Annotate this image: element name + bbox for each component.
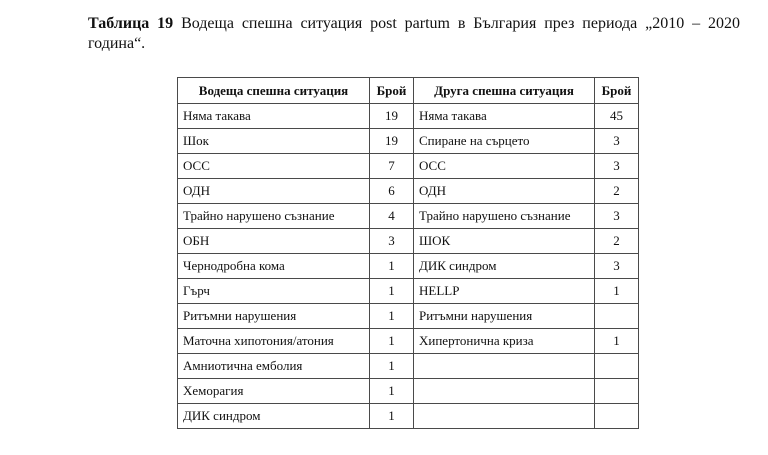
- leading-situation-cell: Ритъмни нарушения: [178, 304, 370, 329]
- header-count: Брой: [595, 78, 639, 104]
- table-row: [178, 129, 639, 154]
- table-row: [178, 404, 639, 429]
- caption-label: Таблица 19: [88, 15, 174, 32]
- leading-situation-cell: ОДН: [178, 179, 370, 204]
- other-count-cell: [595, 354, 639, 379]
- leading-count-cell: 3: [370, 229, 414, 254]
- header-other-situation: Друга спешна ситуация: [414, 78, 595, 104]
- header-count: Брой: [370, 78, 414, 104]
- leading-count-cell: 1: [370, 354, 414, 379]
- table-row: [178, 204, 639, 229]
- table-row: [178, 379, 639, 404]
- other-situation-cell: HELLP: [414, 279, 595, 304]
- leading-count-cell: 1: [370, 329, 414, 354]
- other-count-cell: 3: [595, 129, 639, 154]
- table-header-row: [178, 78, 639, 104]
- emergency-table: [177, 77, 639, 429]
- other-situation-cell: ШОК: [414, 229, 595, 254]
- other-count-cell: 1: [595, 329, 639, 354]
- other-count-cell: 3: [595, 154, 639, 179]
- leading-situation-cell: Маточна хипотония/атония: [178, 329, 370, 354]
- leading-count-cell: 1: [370, 379, 414, 404]
- other-count-cell: [595, 379, 639, 404]
- leading-count-cell: 19: [370, 129, 414, 154]
- table-row: [178, 229, 639, 254]
- other-situation-cell: Спиране на сърцето: [414, 129, 595, 154]
- leading-count-cell: 4: [370, 204, 414, 229]
- leading-count-cell: 1: [370, 304, 414, 329]
- leading-situation-cell: ОБН: [178, 229, 370, 254]
- table-row: [178, 154, 639, 179]
- other-count-cell: [595, 304, 639, 329]
- leading-count-cell: 7: [370, 154, 414, 179]
- other-situation-cell: Трайно нарушено съзнание: [414, 204, 595, 229]
- leading-count-cell: 6: [370, 179, 414, 204]
- leading-situation-cell: Хеморагия: [178, 379, 370, 404]
- table-row: [178, 354, 639, 379]
- leading-situation-cell: Гърч: [178, 279, 370, 304]
- leading-situation-cell: Няма такава: [178, 104, 370, 129]
- other-situation-cell: ДИК синдром: [414, 254, 595, 279]
- caption-text: Водеща спешна ситуация post partum в България през периода „2010 – 2020 година“.: [88, 15, 741, 52]
- table-row: [178, 304, 639, 329]
- other-count-cell: [595, 404, 639, 429]
- other-situation-cell: Няма такава: [414, 104, 595, 129]
- header-leading-situation: Водеща спешна ситуация: [178, 78, 370, 104]
- other-count-cell: 2: [595, 229, 639, 254]
- other-situation-cell: [414, 379, 595, 404]
- other-count-cell: 45: [595, 104, 639, 129]
- other-situation-cell: ОСС: [414, 154, 595, 179]
- leading-situation-cell: ДИК синдром: [178, 404, 370, 429]
- leading-situation-cell: Трайно нарушено съзнание: [178, 204, 370, 229]
- other-count-cell: 2: [595, 179, 639, 204]
- leading-situation-cell: Амниотична емболия: [178, 354, 370, 379]
- table-row: [178, 254, 639, 279]
- table-row: [178, 279, 639, 304]
- table-row: [178, 104, 639, 129]
- leading-situation-cell: ОСС: [178, 154, 370, 179]
- other-situation-cell: [414, 354, 595, 379]
- table-caption: [88, 14, 740, 54]
- leading-count-cell: 1: [370, 254, 414, 279]
- table-row: [178, 329, 639, 354]
- other-situation-cell: Хипертонична криза: [414, 329, 595, 354]
- leading-situation-cell: Чернодробна кома: [178, 254, 370, 279]
- leading-count-cell: 19: [370, 104, 414, 129]
- other-count-cell: 3: [595, 204, 639, 229]
- other-situation-cell: ОДН: [414, 179, 595, 204]
- other-count-cell: 3: [595, 254, 639, 279]
- other-count-cell: 1: [595, 279, 639, 304]
- leading-count-cell: 1: [370, 404, 414, 429]
- leading-count-cell: 1: [370, 279, 414, 304]
- other-situation-cell: [414, 404, 595, 429]
- other-situation-cell: Ритъмни нарушения: [414, 304, 595, 329]
- leading-situation-cell: Шок: [178, 129, 370, 154]
- table-row: [178, 179, 639, 204]
